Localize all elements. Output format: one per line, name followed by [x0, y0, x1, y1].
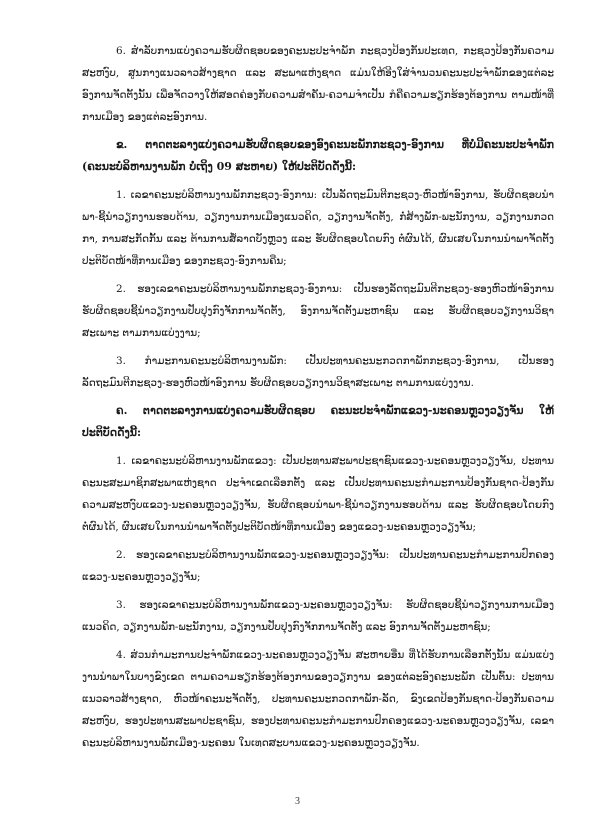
page-body [82, 40, 554, 760]
list-item-kh-3: 3. ກໍາມະການຄະນະບໍລິຫານງານພັກ: ເປັນປະທານຄະນະກວດກາພັກກະຊວງ-ອົງການ, ເປັນຮອງລັດຖະມົນຕີກະຊວງ-ຮອງຫົວໜ້າອົງການ ຮັບຜິດຊອບວຽກງານວິຊາສະເພາະ ຕາມການແບ່ງງານ. [82, 355, 554, 389]
list-item-kh-2: 2. ຮອງເລຂາຄະນະບໍລິຫານງານພັກກະຊວງ-ອົງການ: ເປັນຮອງລັດຖະມົນຕີກະຊວງ-ຮອງຫົວໜ້າອົງການ ຮັບຜິດຊອບຊີ້ນໍາວຽກງານປັບປຸງກົງຈັກການຈັດຕັ້ງ, ອົງການຈັດຕັ້ງມະຫາຊົນ ແລະ ຮັບຜິດຊອບວຽກງານວິຊາສະເພາະ ຕາມການແບ່ງງານ; [82, 283, 554, 339]
paragraph-6: 6. ສໍາລັບການແບ່ງຄວາມຮັບຜິດຊອບຂອງຄະນະປະຈໍາພັກ ກະຊວງປ້ອງກັນປະເທດ, ກະຊວງປ້ອງກັນຄວາມສະຫງົບ, ສູນກາງແນວລາວສ້າງຊາດ ແລະ ສະພາແຫ່ງຊາດ ແມ່ນໃຫ້ອີງໃສ່ຈໍານວນຄະນະປະຈໍາພັກຂອງແຕ່ລະອົງການຈັດຕັ້ງນັ້ນ ເພື່ອຈັດວາງໃຫ້ສອດຄ່ອງກັບຄວາມສໍາຄັນ-ຄວາມຈໍາເປັນ ກໍຄືຄວາມຮຽກຮ້ອງຕ້ອງການ ຕາມໜ້າທີ່ການເມືອງ ຂອງແຕ່ລະອົງການ. [82, 45, 554, 123]
list-item-khor-1: 1. ເລຂາຄະນະບໍລິຫານງານພັກແຂວງ: ເປັນປະທານສະພາປະຊາຊົນແຂວງ-ນະຄອນຫຼວງວຽງຈັນ, ປະທານຄະນະສະມາຊິກສະພາແຫ່ງຊາດ ປະຈໍາເຂດເລືອກຕັ້ງ ແລະ ເປັນປະທານຄະນະກໍາມະການປ້ອງກັນຊາດ-ປ້ອງກັນຄວາມສະຫງົບແຂວງ-ນະຄອນຫຼວງວຽງຈັນ, ຮັບຜິດຊອບນໍາພາ-ຊີ້ນໍາວຽກງານຮອບດ້ານ ແລະ ຮັບຜິດຊອບໂດຍກົງ ຕໍ່ຜົນໄດ້, ຜົນເສຍໃນການນໍາພາຈັດຕັ້ງປະຕິບັດໜ້າທີ່ການເມືອງ ຂອງແຂວງ-ນະຄອນຫຼວງວຽງຈັນ; [82, 455, 554, 533]
list-item-khor-3: 3. ຮອງເລຂາຄະນະບໍລິຫານງານພັກແຂວງ-ນະຄອນຫຼວງວຽງຈັນ: ຮັບຜິດຊອບຊີ້ນໍາວຽກງານການເມືອງແນວຄິດ, ວຽກງານພັກ-ພະນັກງານ, ວຽກງານປັບປຸງກົງຈັກການຈັດຕັ້ງ ແລະ ອົງການຈັດຕັ້ງມະຫາຊົນ; [82, 599, 554, 633]
page-number: 3 [295, 796, 300, 807]
list-item-khor-2: 2. ຮອງເລຂາຄະນະບໍລິຫານງານພັກແຂວງ-ນະຄອນຫຼວງວຽງຈັນ: ເປັນປະທານຄະນະກໍາມະການປົກຄອງແຂວງ-ນະຄອນຫຼວງວຽງຈັນ; [82, 549, 554, 583]
section-heading-kh: ຂ. ຕາດຕະລາງແບ່ງຄວາມຮັບຜິດຊອບຂອງອົງຄະນະພັກກະຊວງ-ອົງການ ທີ່ບໍ່ມີຄະນະປະຈໍາພັກ (ຄະນະບໍລິຫານງານພັກ ບໍ່ເຖິງ 09 ສະຫາຍ) ໃຫ້ປະຕິບັດດັ່ງນີ້: [82, 138, 554, 173]
list-item-kh-1: 1. ເລຂາຄະນະບໍລິຫານງານພັກກະຊວງ-ອົງການ: ເປັນລັດຖະມົນຕີກະຊວງ-ຫົວໜ້າອົງການ, ຮັບຜິດຊອບນໍາພາ-ຊີ້ນໍາວຽກງານຮອບດ້ານ, ວຽກງານການເມືອງແນວຄິດ, ວຽກງານຈັດຕັ້ງ, ກໍ່ສ້າງພັກ-ພະນັກງານ, ວຽກງານກວດກາ, ການສະກັດກັ້ນ ແລະ ຕ້ານການສໍ້ລາດບັງຫຼວງ ແລະ ຮັບຜິດຊອບໂດຍກົງ ຕໍ່ຜົນໄດ້, ຜົນເສຍໃນການນໍາພາຈັດຕັ້ງປະຕິບັດໜ້າທີ່ການເມືອງ ຂອງກະຊວງ-ອົງການຄືນ; [82, 189, 554, 267]
list-item-khor-4: 4. ສ່ວນກໍາມະການປະຈໍາພັກແຂວງ-ນະຄອນຫຼວງວຽງຈັນ ສະຫາຍອື່ນ ທີ່ໄດ້ຮັບການເລືອກຕັ້ງນັ້ນ ແມ່ນແບ່ງງານນໍາພາໃນບາງຂົງເຂດ ຕາມຄວາມຮຽກຮ້ອງຕ້ອງການຂອງວຽກງານ ຂອງແຕ່ລະອົງຄະນະພັກ ເປັນຕົ້ນ: ປະທານແນວລາວສ້າງຊາດ, ຫົວໜ້າຄະນະຈັດຕັ້ງ, ປະທານຄະນະກວດກາພັກ-ລັດ, ຂົງເຂດປ້ອງກັນຊາດ-ປ້ອງກັນຄວາມສະຫງົບ, ຮອງປະທານສະພາປະຊາຊົນ, ຮອງປະທານຄະນະກໍາມະການປົກຄອງແຂວງ-ນະຄອນຫຼວງວຽງຈັນ, ເລຂາຄະນະບໍລິຫານງານພັກເມືອງ-ນະຄອນ ໃນເທດສະບານແຂວງ-ນະຄອນຫຼວງວຽງຈັນ. [82, 649, 554, 749]
section-heading-khor: ຄ. ຕາດຕະລາງການແບ່ງຄວາມຮັບຜິດຊອບ ຄະນະປະຈໍາພັກແຂວງ-ນະຄອນຫຼວງວຽງຈັນ ໃຫ້ປະຕິບັດດັ່ງນີ້: [82, 404, 554, 439]
